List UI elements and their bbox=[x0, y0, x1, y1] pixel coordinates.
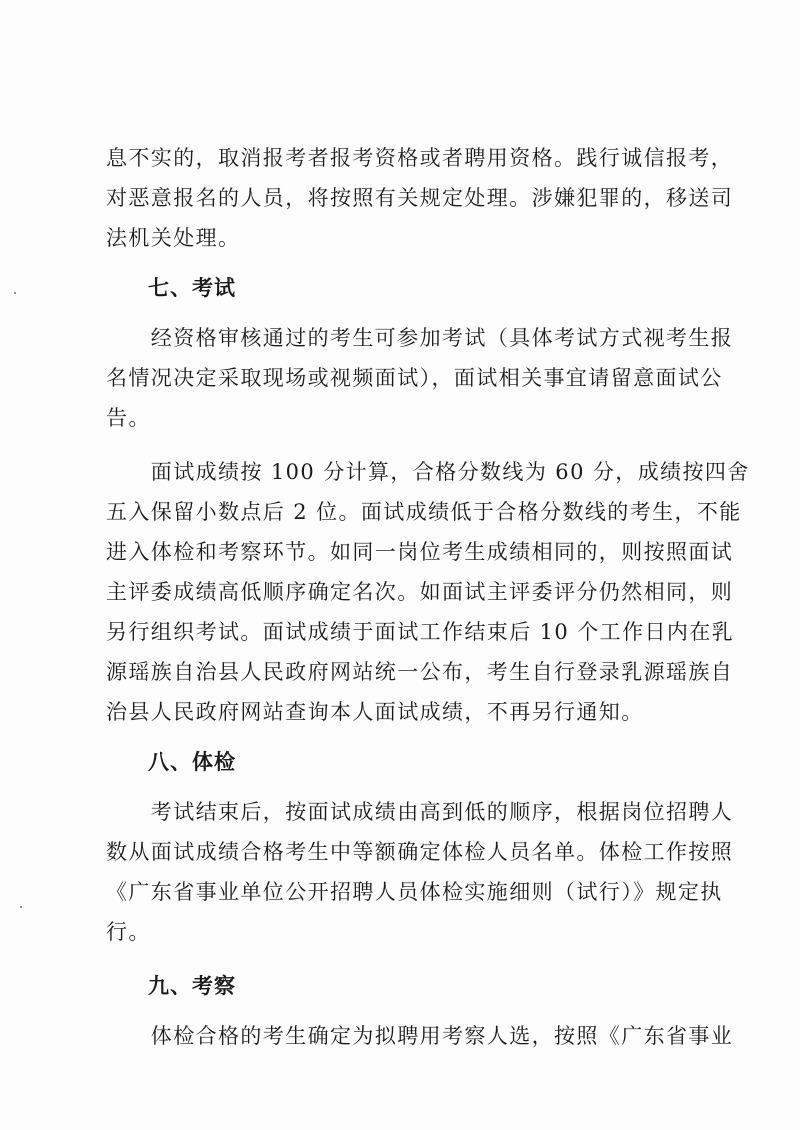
text-line: 源瑶族自治县人民政府网站统一公布，考生自行登录乳源瑶族自 bbox=[106, 660, 734, 684]
text-line: 进入体检和考察环节。如同一岗位考生成绩相同的，则按照面试 bbox=[106, 540, 734, 564]
paragraph-inspection bbox=[106, 1016, 734, 1056]
document-body bbox=[106, 138, 750, 1056]
text-line: 息不实的，取消报考者报考资格或者聘用资格。践行诚信报考， bbox=[106, 146, 734, 170]
text-line: 考试结束后，按面试成绩由高到低的顺序，根据岗位招聘人 bbox=[106, 800, 734, 824]
paragraph-physical-exam bbox=[106, 792, 734, 952]
text-line: 对恶意报名的人员，将按照有关规定处理。涉嫌犯罪的，移送司 bbox=[106, 186, 734, 210]
scan-speck bbox=[20, 906, 22, 908]
section-heading-physical-exam: 八、体检 bbox=[148, 749, 236, 774]
text-line: 治县人民政府网站查询本人面试成绩，不再另行通知。 bbox=[106, 700, 644, 724]
text-line: 告。 bbox=[106, 406, 151, 430]
scan-speck bbox=[14, 292, 16, 294]
text-line: 面试成绩按 100 分计算，合格分数线为 60 分，成绩按四舍 bbox=[106, 460, 750, 484]
paragraph-exam-scoring bbox=[106, 452, 750, 732]
paragraph-exam-eligibility bbox=[106, 318, 734, 438]
section-heading-inspection: 九、考察 bbox=[148, 973, 236, 998]
text-line: 《广东省事业单位公开招聘人员体检实施细则（试行）》规定执 bbox=[106, 880, 723, 904]
text-line: 体检合格的考生确定为拟聘用考察人选，按照《广东省事业 bbox=[106, 1024, 734, 1048]
text-line: 数从面试成绩合格考生中等额确定体检人员名单。体检工作按照 bbox=[106, 840, 734, 864]
text-line: 五入保留小数点后 2 位。面试成绩低于合格分数线的考生，不能 bbox=[106, 500, 742, 524]
text-line: 名情况决定采取现场或视频面试），面试相关事宜请留意面试公 bbox=[106, 366, 723, 390]
text-line: 经资格审核通过的考生可参加考试（具体考试方式视考生报 bbox=[106, 326, 734, 350]
text-line: 主评委成绩高低顺序确定名次。如面试主评委评分仍然相同，则 bbox=[106, 580, 734, 604]
text-line: 行。 bbox=[106, 920, 151, 944]
text-line: 法机关处理。 bbox=[106, 226, 241, 250]
section-heading-exam: 七、考试 bbox=[148, 275, 236, 300]
paragraph-continuation bbox=[106, 138, 734, 258]
text-line: 另行组织考试。面试成绩于面试工作结束后 10 个工作日内在乳 bbox=[106, 620, 735, 644]
